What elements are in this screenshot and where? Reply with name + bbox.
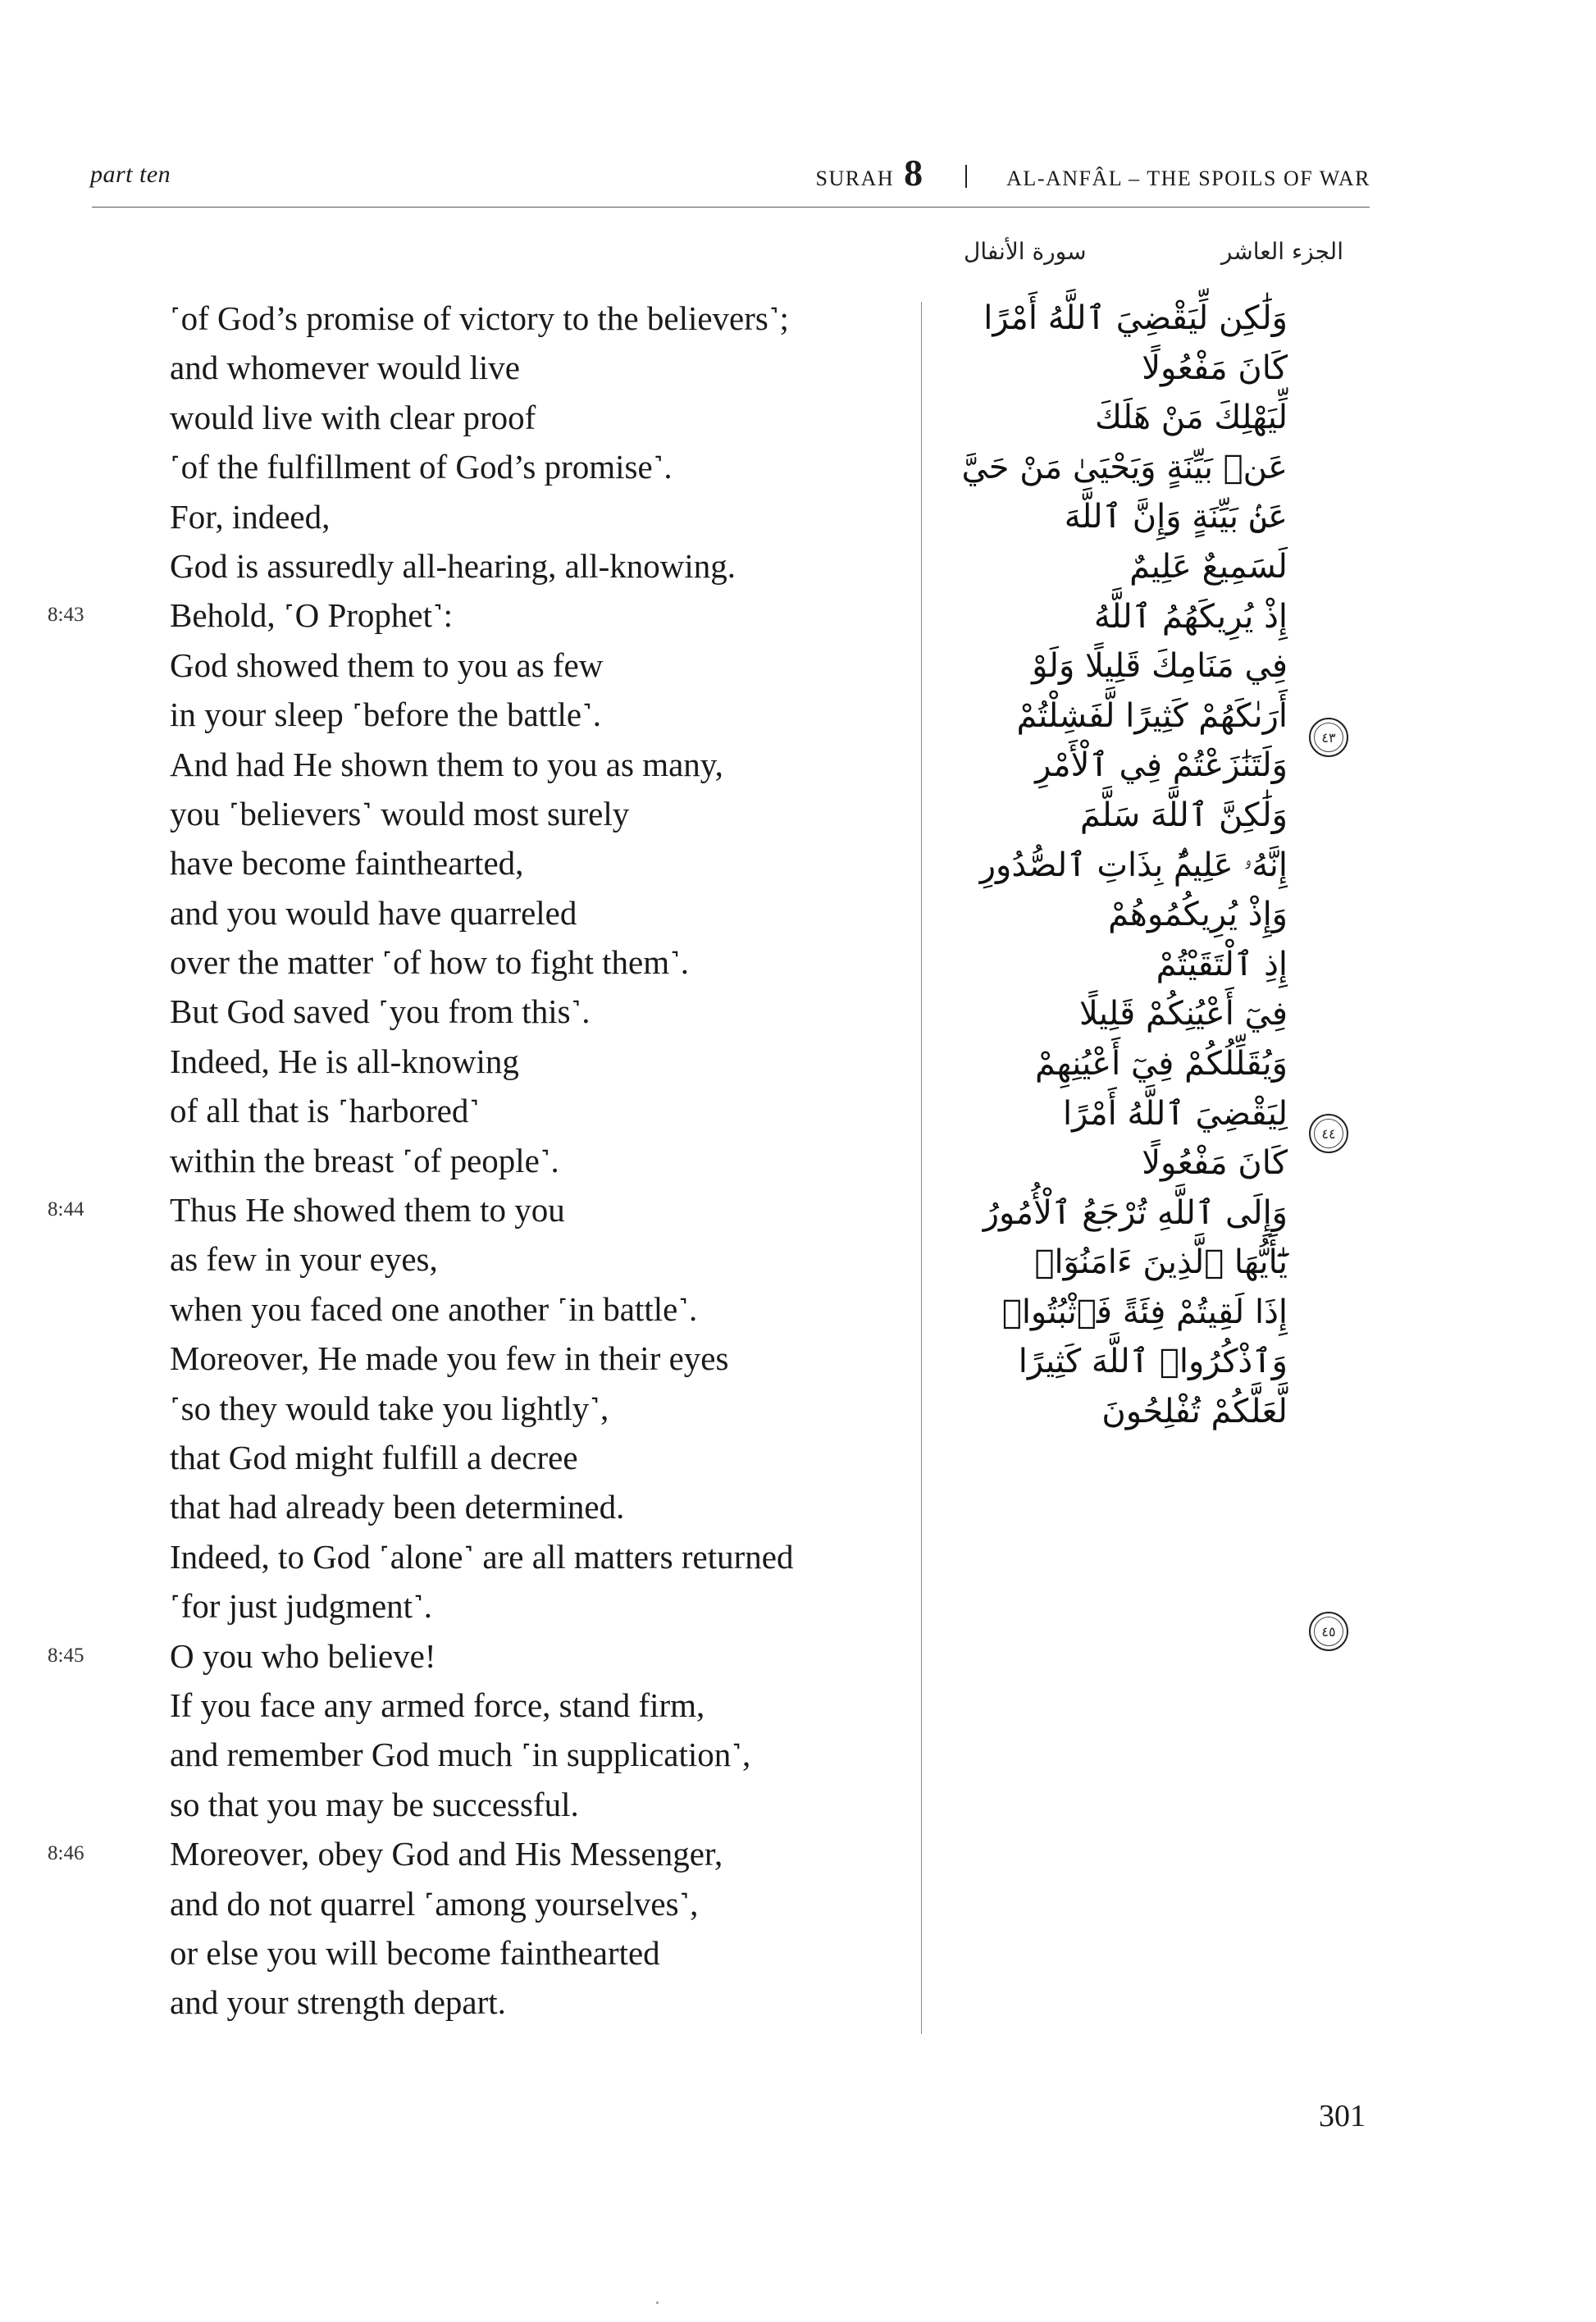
arabic-line: وَلَٰكِن لِّيَقْضِيَ ٱللَّهُ أَمْرًا (983, 299, 1288, 337)
translation-text: in your sleep ˹before the battle˺. (170, 696, 601, 734)
translation-line (0, 1978, 919, 2027)
arabic-part-heading: الجزء العاشر (1220, 238, 1343, 265)
arabic-line: كَانَ مَفْعُولًا (1142, 1144, 1288, 1183)
verse-reference: 8:46 (48, 1842, 84, 1865)
translation-line (0, 690, 919, 739)
translation-line (0, 1334, 919, 1383)
arabic-line: وَإِذْ يُرِيكُمُوهُمْ (1108, 896, 1288, 934)
ayah-marker-44: ٤٤ (1309, 1114, 1348, 1153)
translation-line (0, 1829, 919, 1878)
translation-text: Indeed, to God ˹alone˺ are all matters returned (170, 1537, 794, 1576)
translation-line (0, 1879, 919, 1928)
translation-line (0, 541, 919, 591)
arabic-line: وَإِلَى ٱللَّهِ تُرْجَعُ ٱلْأُمُورُ (983, 1193, 1288, 1232)
arabic-line: لَسَمِيعٌ عَلِيمٌ (1129, 547, 1288, 586)
translation-text: God is assuredly all-hearing, all-knowing. (170, 546, 736, 585)
translation-text: And had He shown them to you as many, (170, 745, 723, 783)
arabic-surah-heading: سورة الأنفال (964, 238, 1087, 265)
translation-line (0, 1631, 919, 1681)
surah-number: 8 (904, 152, 923, 194)
ayah-marker-43: ٤٣ (1309, 718, 1348, 757)
translation-text: and whomever would live (170, 349, 520, 387)
arabic-line: كَانَ مَفْعُولًا (1142, 349, 1288, 387)
translation-text: ˹so they would take you lightly˺, (170, 1389, 609, 1427)
translation-text: when you faced one another ˹in battle˺. (170, 1289, 698, 1328)
translation-line (0, 1185, 919, 1234)
translation-text: of all that is ˹harbored˺ (170, 1092, 480, 1130)
translation-line (0, 1532, 919, 1581)
translation-text: have become fainthearted, (170, 844, 524, 883)
surah-title: AL-ANFÂL – THE SPOILS OF WAR (1006, 167, 1370, 190)
translation-text: God showed them to you as few (170, 646, 604, 684)
translation-text: Moreover, obey God and His Messenger, (170, 1835, 723, 1873)
arabic-line: فِيٓ أَعْيُنِكُمْ قَلِيلًا (1078, 995, 1288, 1033)
verse-reference: 8:45 (48, 1644, 84, 1667)
translation-line (0, 294, 919, 343)
translation-text: you ˹believers˺ would most surely (170, 794, 630, 833)
translation-text: For, indeed, (170, 497, 331, 536)
arabic-line: لِّيَهْلِكَ مَنْ هَلَكَ (1095, 399, 1288, 437)
translation-text: But God saved ˹you from this˺. (170, 992, 591, 1031)
verse-reference: 8:44 (48, 1198, 84, 1221)
translation-line (0, 1928, 919, 1978)
header-separator (965, 165, 967, 188)
translation-line (0, 838, 919, 887)
translation-line (0, 937, 919, 987)
translation-text: ˹of God’s promise of victory to the believers˺; (170, 299, 789, 337)
arabic-line: يَٰٓأَيُّهَا ٱلَّذِينَ ءَامَنُوٓا۟ (1034, 1243, 1288, 1282)
translation-text: would live with clear proof (170, 398, 536, 436)
translation-text: and your strength depart. (170, 1983, 506, 2022)
ayah-marker-45: ٤٥ (1309, 1612, 1348, 1651)
translation-line (0, 1730, 919, 1779)
surah-label: SURAH (815, 167, 895, 190)
translation-line (0, 987, 919, 1036)
translation-text: If you face any armed force, stand firm, (170, 1686, 705, 1724)
translation-text: that had already been determined. (170, 1488, 625, 1526)
translation-line (0, 1681, 919, 1730)
arabic-line: إِذَا لَقِيتُمْ فِئَةً فَٱثْبُتُوا۟ (1001, 1293, 1288, 1331)
translation-text: Moreover, He made you few in their eyes (170, 1339, 729, 1378)
translation-text: or else you will become fainthearted (170, 1933, 660, 1972)
scan-speck (656, 2301, 659, 2304)
arabic-line: وَٱذْكُرُوا۟ ٱللَّهَ كَثِيرًا (1018, 1343, 1288, 1381)
translation-text: O you who believe! (170, 1636, 436, 1675)
translation-text: as few in your eyes, (170, 1240, 438, 1279)
arabic-line: لَّعَلَّكُمْ تُفْلِحُونَ (1101, 1393, 1288, 1431)
arabic-line: إِنَّهُۥ عَلِيمٌۢ بِذَاتِ ٱلصُّدُورِ (979, 846, 1288, 884)
arabic-line: أَرَىٰكَهُمْ كَثِيرًا لَّفَشِلْتُمْ (1016, 696, 1288, 735)
translation-line (0, 1433, 919, 1482)
arabic-line: وَلَتَنَٰزَعْتُمْ فِي ٱلْأَمْرِ (1035, 746, 1288, 785)
translation-text: and you would have quarreled (170, 893, 577, 932)
translation-text: over the matter ˹of how to fight them˺. (170, 943, 690, 982)
arabic-line: وَلَٰكِنَّ ٱللَّهَ سَلَّمَ (1079, 796, 1288, 834)
arabic-line: عَنۢ بَيِّنَةٍ وَيَحْيَىٰ مَنْ حَيَّ (961, 448, 1288, 486)
translation-line (0, 888, 919, 937)
translation-line (0, 343, 919, 392)
translation-line (0, 1581, 919, 1631)
translation-text: within the breast ˹of people˺. (170, 1141, 559, 1179)
translation-line (0, 1037, 919, 1086)
translation-text: so that you may be successful. (170, 1785, 579, 1823)
arabic-line: إِذْ يُرِيكَهُمُ ٱللَّهُ (1093, 597, 1288, 636)
arabic-line: إِذِ ٱلْتَقَيْتُمْ (1156, 945, 1288, 983)
translation-line (0, 492, 919, 541)
translation-text: Behold, ˹O Prophet˺: (170, 596, 454, 635)
translation-line (0, 1136, 919, 1185)
verse-reference: 8:43 (48, 604, 84, 627)
arabic-line: لِيَقْضِيَ ٱللَّهُ أَمْرًا (1063, 1094, 1288, 1133)
translation-line (0, 591, 919, 640)
translation-line (0, 789, 919, 838)
translation-line (0, 740, 919, 789)
arabic-text-column (935, 294, 1288, 1437)
translation-line (0, 1086, 919, 1135)
translation-line (0, 1780, 919, 1829)
translation-line (0, 393, 919, 442)
running-head-surah (816, 151, 1370, 194)
translation-text: Indeed, He is all-knowing (170, 1042, 519, 1080)
translation-line (0, 442, 919, 491)
translation-line (0, 1234, 919, 1284)
arabic-line: وَيُقَلِّلُكُمْ فِيٓ أَعْيُنِهِمْ (1035, 1044, 1288, 1083)
translation-text: ˹for just judgment˺. (170, 1587, 432, 1626)
translation-text: Thus He showed them to you (170, 1191, 565, 1229)
page-number: 301 (1319, 2099, 1366, 2133)
english-translation-column (0, 294, 919, 2028)
translation-text: ˹of the fulfillment of God’s promise˺. (170, 448, 673, 486)
translation-line (0, 1384, 919, 1433)
translation-text: and remember God much ˹in supplication˺, (170, 1736, 751, 1774)
translation-line (0, 1284, 919, 1334)
translation-text: that God might fulfill a decree (170, 1438, 578, 1476)
header-rule (92, 207, 1370, 208)
arabic-line: عَنۢ بَيِّنَةٍ وَإِنَّ ٱللَّهَ (1064, 498, 1288, 536)
column-divider (921, 302, 922, 2034)
translation-text: and do not quarrel ˹among yourselves˺, (170, 1884, 699, 1923)
translation-line (0, 1482, 919, 1531)
running-head-part: part ten (90, 161, 171, 188)
translation-line (0, 641, 919, 690)
arabic-line: فِي مَنَامِكَ قَلِيلًا وَلَوْ (1032, 647, 1288, 686)
